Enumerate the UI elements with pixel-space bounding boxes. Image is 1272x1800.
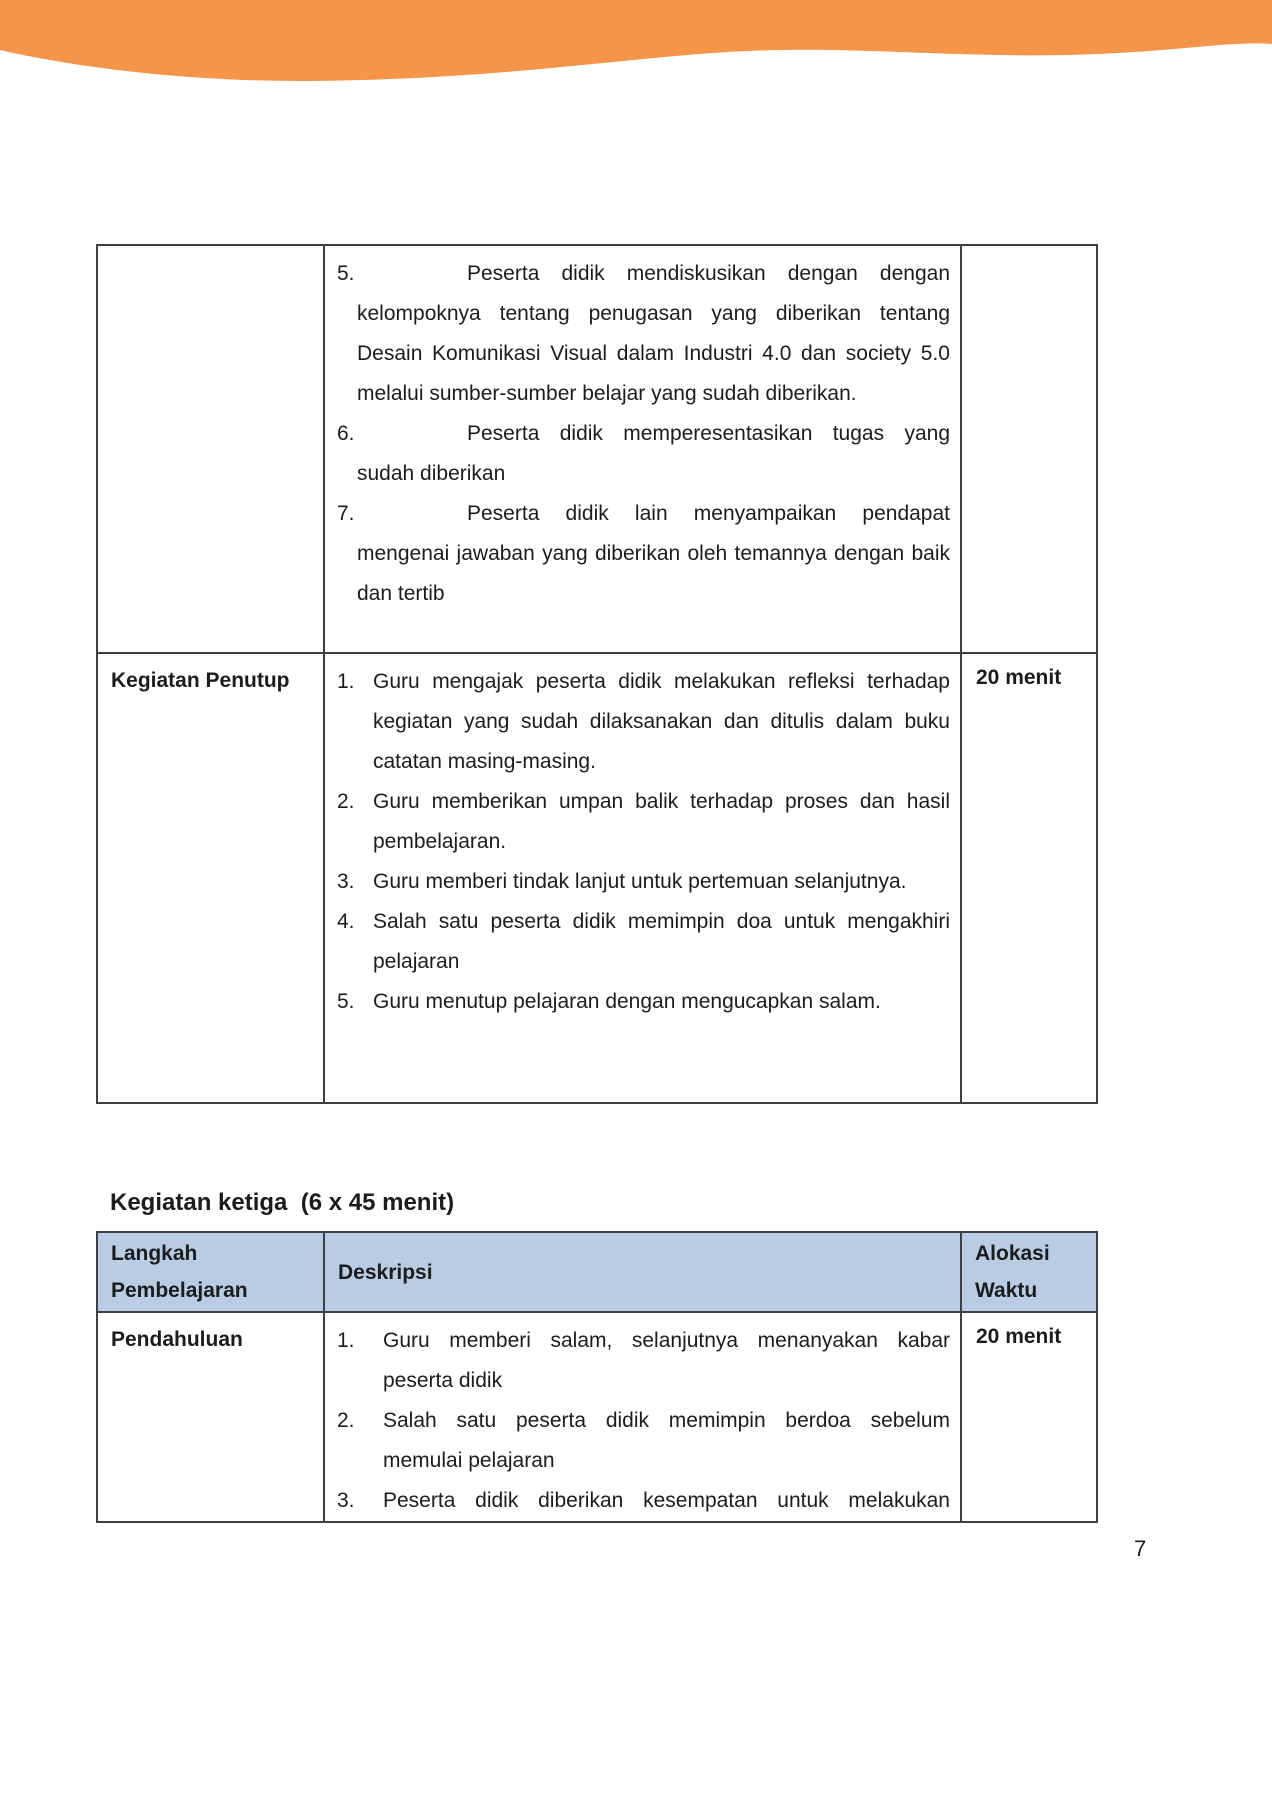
orange-wave-banner (0, 0, 1272, 120)
table-header-row (97, 1232, 1097, 1312)
item-text: Peserta didik memperesentasikan tugas yang sudah diberikan (357, 422, 950, 485)
item-number: 3. (337, 870, 355, 893)
item-number: 6. (337, 422, 355, 445)
activity-table-body (97, 245, 1097, 1103)
row-description-cell (324, 245, 961, 653)
table-row (97, 1312, 1097, 1522)
list-item (337, 254, 950, 414)
item-number: 5. (337, 262, 355, 285)
list-item (337, 662, 950, 782)
item-number: 1. (337, 1329, 355, 1352)
item-text: Salah satu peserta didik memimpin berdoa sebelum memulai pelajaran (383, 1409, 950, 1472)
header-deskripsi: Deskripsi (324, 1232, 961, 1312)
item-number: 2. (337, 1409, 355, 1432)
item-text: Guru menutup pelajaran dengan mengucapkan salam. (373, 990, 881, 1013)
table-row (97, 653, 1097, 1103)
row-label-cell (97, 245, 324, 653)
step-list (337, 662, 950, 1022)
header-alokasi-waktu: Alokasi Waktu (961, 1232, 1097, 1312)
header-langkah-pembelajaran: Langkah Pembelajaran (97, 1232, 324, 1312)
item-number: 3. (337, 1489, 355, 1512)
step-list (337, 254, 950, 614)
section-heading: Kegiatan ketiga (6 x 45 menit) (110, 1189, 455, 1216)
list-item (337, 414, 950, 494)
list-item (337, 862, 950, 902)
row-description-cell (324, 653, 961, 1103)
item-number: 7. (337, 502, 355, 525)
item-text: Peserta didik diberikan kesempatan untuk melakukan (383, 1489, 950, 1512)
list-item (337, 782, 950, 862)
item-text: Guru memberi salam, selanjutnya menanyakan kabar peserta didik (383, 1329, 950, 1392)
item-text: Guru memberi tindak lanjut untuk pertemuan selanjutnya. (373, 870, 907, 893)
item-text: Guru memberikan umpan balik terhadap proses dan hasil pembelajaran. (373, 790, 950, 853)
step-list (337, 1321, 950, 1521)
list-item (337, 982, 950, 1022)
list-item (337, 902, 950, 982)
list-item (337, 494, 950, 614)
list-item (337, 1401, 950, 1481)
item-number: 4. (337, 910, 355, 933)
item-number: 2. (337, 790, 355, 813)
page-number: 7 (1134, 1536, 1147, 1561)
kegiatan-ketiga-table-body (97, 1312, 1097, 1522)
row-label-cell: Kegiatan Penutup (97, 653, 324, 1103)
time-allocation-cell: 20 menit (961, 1312, 1097, 1522)
time-allocation-cell: 20 menit (961, 653, 1097, 1103)
kegiatan-ketiga-table (96, 1231, 1098, 1523)
item-number: 5. (337, 990, 355, 1013)
list-item (337, 1321, 950, 1401)
item-text: Guru mengajak peserta didik melakukan refleksi terhadap kegiatan yang sudah dilaksanakan dan ditulis dalam buku catatan masing-masing. (373, 670, 950, 773)
activity-table-continuation (96, 244, 1098, 1104)
item-text: Peserta didik mendiskusikan dengan dengan kelompoknya tentang penugasan yang diberikan tentang Desain Komunikasi Visual dalam Industri 4.0 dan society 5.0 melalui sumber-sumber belajar yang sudah diberikan. (357, 262, 950, 405)
time-allocation-cell (961, 245, 1097, 653)
table-row (97, 245, 1097, 653)
row-description-cell (324, 1312, 961, 1522)
item-text: Salah satu peserta didik memimpin doa untuk mengakhiri pelajaran (373, 910, 950, 973)
item-number: 1. (337, 670, 355, 693)
list-item (337, 1481, 950, 1521)
item-text: Peserta didik lain menyampaikan pendapat mengenai jawaban yang diberikan oleh temannya dengan baik dan tertib (357, 502, 950, 605)
wave-shape (0, 0, 1272, 81)
row-label-cell: Pendahuluan (97, 1312, 324, 1522)
